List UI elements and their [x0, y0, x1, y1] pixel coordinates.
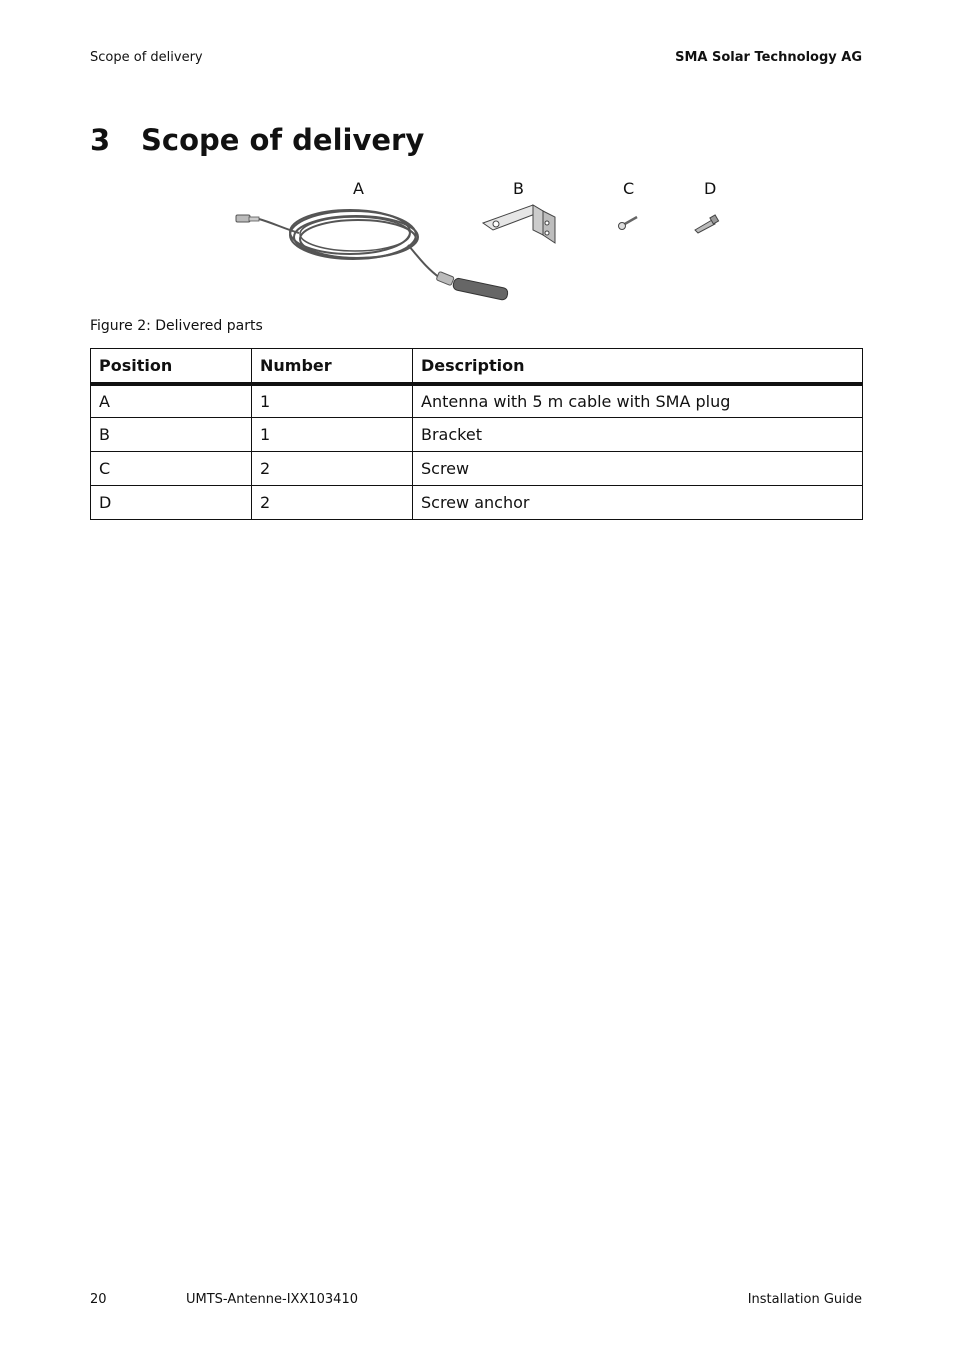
cell-position: B	[91, 418, 252, 452]
cell-description: Bracket	[413, 418, 863, 452]
cell-number: 2	[252, 486, 413, 520]
footer-document-id: UMTS-Antenne-IXX103410	[186, 1292, 358, 1307]
bracket-illustration	[483, 205, 555, 243]
cell-number: 1	[252, 418, 413, 452]
table-row	[91, 486, 863, 520]
cell-number: 2	[252, 452, 413, 486]
part-label-a: A	[353, 179, 364, 198]
part-label-c: C	[623, 179, 635, 198]
antenna-cable-illustration	[236, 210, 509, 301]
footer-page-number: 20	[90, 1292, 107, 1307]
cell-position: D	[91, 486, 252, 520]
column-header-description: Description	[413, 349, 863, 384]
chapter-title: Scope of delivery	[141, 123, 425, 157]
part-label-b: B	[513, 179, 524, 198]
part-label-d: D	[704, 179, 717, 198]
table-row	[91, 384, 863, 418]
chapter-number: 3	[90, 123, 111, 157]
table-row	[91, 418, 863, 452]
chapter-heading	[90, 123, 424, 157]
cell-description: Screw	[413, 452, 863, 486]
figure-caption: Figure 2: Delivered parts	[90, 318, 263, 334]
footer-document-type: Installation Guide	[747, 1292, 862, 1307]
column-header-number: Number	[252, 349, 413, 384]
cell-position: C	[91, 452, 252, 486]
table-row	[91, 452, 863, 486]
cell-position: A	[91, 384, 252, 418]
running-header-section: Scope of delivery	[90, 50, 203, 65]
delivered-parts-figure	[225, 175, 735, 310]
cell-number: 1	[252, 384, 413, 418]
cell-description: Antenna with 5 m cable with SMA plug	[413, 384, 863, 418]
running-header-company: SMA Solar Technology AG	[675, 50, 862, 65]
delivery-parts-table	[90, 348, 863, 520]
table-header-row	[91, 349, 863, 384]
column-header-position: Position	[91, 349, 252, 384]
cell-description: Screw anchor	[413, 486, 863, 520]
screw-anchor-illustration	[695, 215, 719, 233]
screw-illustration	[619, 217, 638, 230]
